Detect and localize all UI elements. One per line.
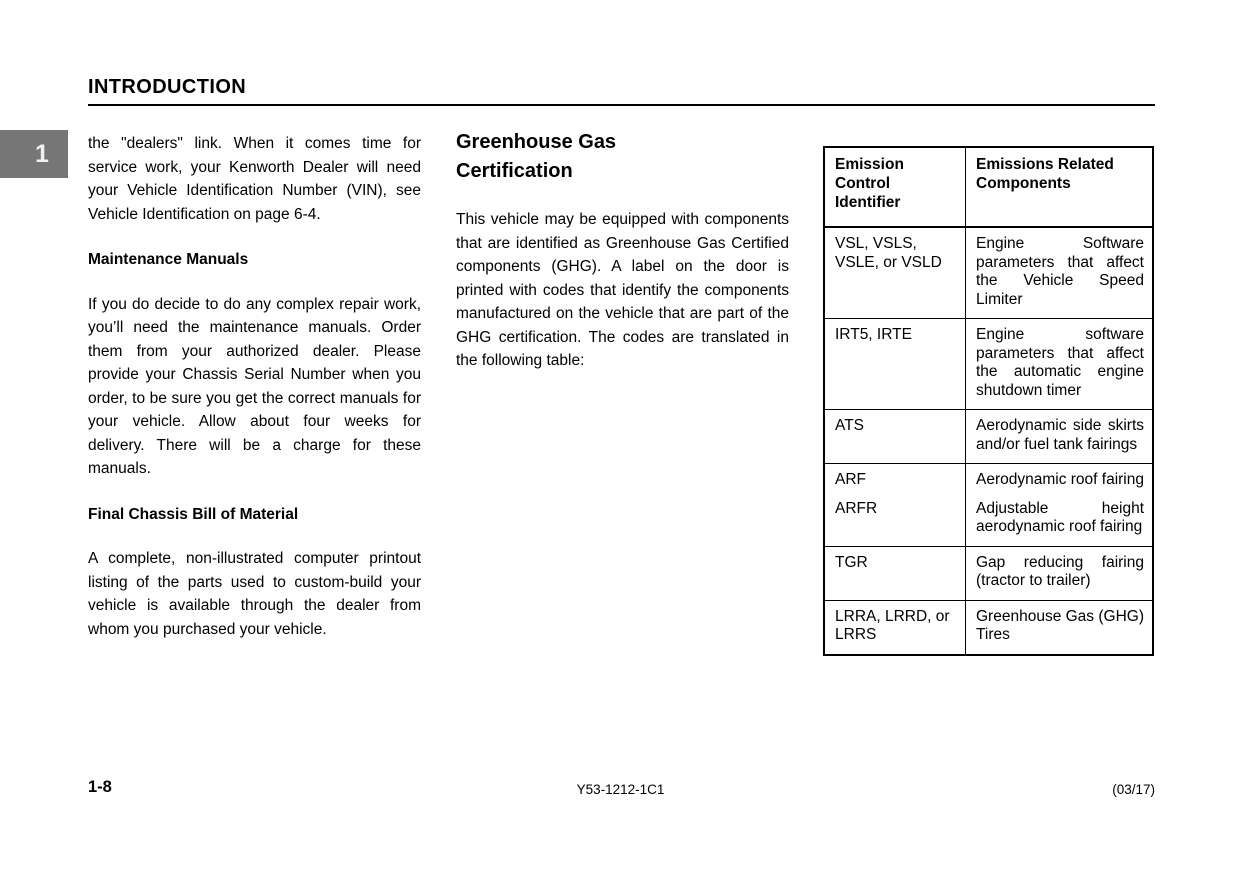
emission-code-cell bbox=[824, 319, 966, 410]
final-chassis-paragraph: A complete, non-illustrated computer printout listing of the parts used to custom-build your vehicle is available through the dealer from whom you purchased your vehicle. bbox=[88, 550, 421, 638]
table-row bbox=[824, 410, 1153, 464]
header-emissions-related-components: Emissions Related Components bbox=[966, 147, 1154, 227]
table-row bbox=[824, 319, 1153, 410]
revision-date: (03/17) bbox=[1112, 782, 1155, 797]
emission-code: LRRA, LRRD, or LRRS bbox=[835, 607, 950, 643]
page-number: 1-8 bbox=[88, 778, 112, 796]
component-description: Aerodynamic roof fairing bbox=[976, 471, 1144, 488]
table-row bbox=[824, 464, 1153, 547]
final-chassis-heading: Final Chassis Bill of Material bbox=[88, 505, 299, 523]
intro-paragraph: the "dealers" link. When it comes time for service work, your Kenworth Dealer will need your Vehicle Identification Number (VIN), see Vehicle Identification on page 6-4. bbox=[88, 135, 421, 223]
emission-code-cell bbox=[824, 546, 966, 600]
page-title: INTRODUCTION bbox=[88, 76, 247, 98]
table-row bbox=[824, 600, 1153, 655]
emission-code: VSL, VSLS, VSLE, or VSLD bbox=[835, 235, 942, 271]
component-description-cell bbox=[966, 410, 1154, 464]
component-description-cell bbox=[966, 464, 1154, 547]
emission-code-cell bbox=[824, 600, 966, 655]
component-description-cell bbox=[966, 227, 1154, 319]
emissions-table-header bbox=[824, 147, 1153, 227]
table-row bbox=[824, 227, 1153, 319]
emission-code-cell bbox=[824, 410, 966, 464]
component-description: Aerodynamic side skirts and/or fuel tank fairings bbox=[976, 417, 1144, 453]
component-description-cell bbox=[966, 600, 1154, 655]
document-code: Y53-1212-1C1 bbox=[576, 782, 665, 797]
component-description-cell bbox=[966, 546, 1154, 600]
header-row bbox=[824, 147, 1153, 227]
middle-column bbox=[456, 128, 789, 373]
component-description-cell bbox=[966, 319, 1154, 410]
emission-code-cell bbox=[824, 464, 966, 547]
emission-code-cell bbox=[824, 227, 966, 319]
left-column bbox=[88, 132, 421, 641]
emission-code: TGR bbox=[835, 553, 868, 571]
greenhouse-gas-paragraph: This vehicle may be equipped with components that are identified as Greenhouse Gas Certified components (GHG). A label on the door is printed with codes that identify the components manufactured on the vehicle that are part of the GHG certification. The codes are translated in the following table: bbox=[456, 211, 789, 369]
header-rule bbox=[88, 104, 1155, 106]
emissions-table-body bbox=[824, 227, 1153, 655]
table-row bbox=[824, 546, 1153, 600]
emission-code: ATS bbox=[835, 417, 864, 434]
component-description: Gap reducing fairing (tractor to trailer) bbox=[976, 553, 1144, 589]
greenhouse-gas-heading: Greenhouse Gas Certification bbox=[456, 131, 617, 182]
component-description: Engine software parameters that affect the automatic engine shutdown timer bbox=[976, 326, 1144, 399]
component-description: Greenhouse Gas (GHG) Tires bbox=[976, 607, 1144, 643]
component-description: Engine Software parameters that affect the Vehicle Speed Limiter bbox=[976, 235, 1144, 308]
emission-code: ARF bbox=[835, 471, 866, 488]
header-emission-control-identifier: Emission Control Identifier bbox=[824, 147, 966, 227]
emissions-table bbox=[823, 146, 1154, 656]
emission-code: ARFR bbox=[835, 499, 878, 517]
chapter-tab: 1 bbox=[0, 130, 68, 178]
emission-code: IRT5, IRTE bbox=[835, 326, 912, 343]
maintenance-manuals-heading: Maintenance Manuals bbox=[88, 251, 249, 268]
maintenance-manuals-paragraph: If you do decide to do any complex repair work, you’ll need the maintenance manuals. Order them from your authorized dealer. Please provide your Chassis Serial Number when you order, to be sure you get the correct manuals for your vehicle. Allow about four weeks for delivery. There will be a charge for these manuals. bbox=[88, 295, 421, 477]
component-description: Adjustable height aerodynamic roof fairing bbox=[976, 499, 1144, 535]
